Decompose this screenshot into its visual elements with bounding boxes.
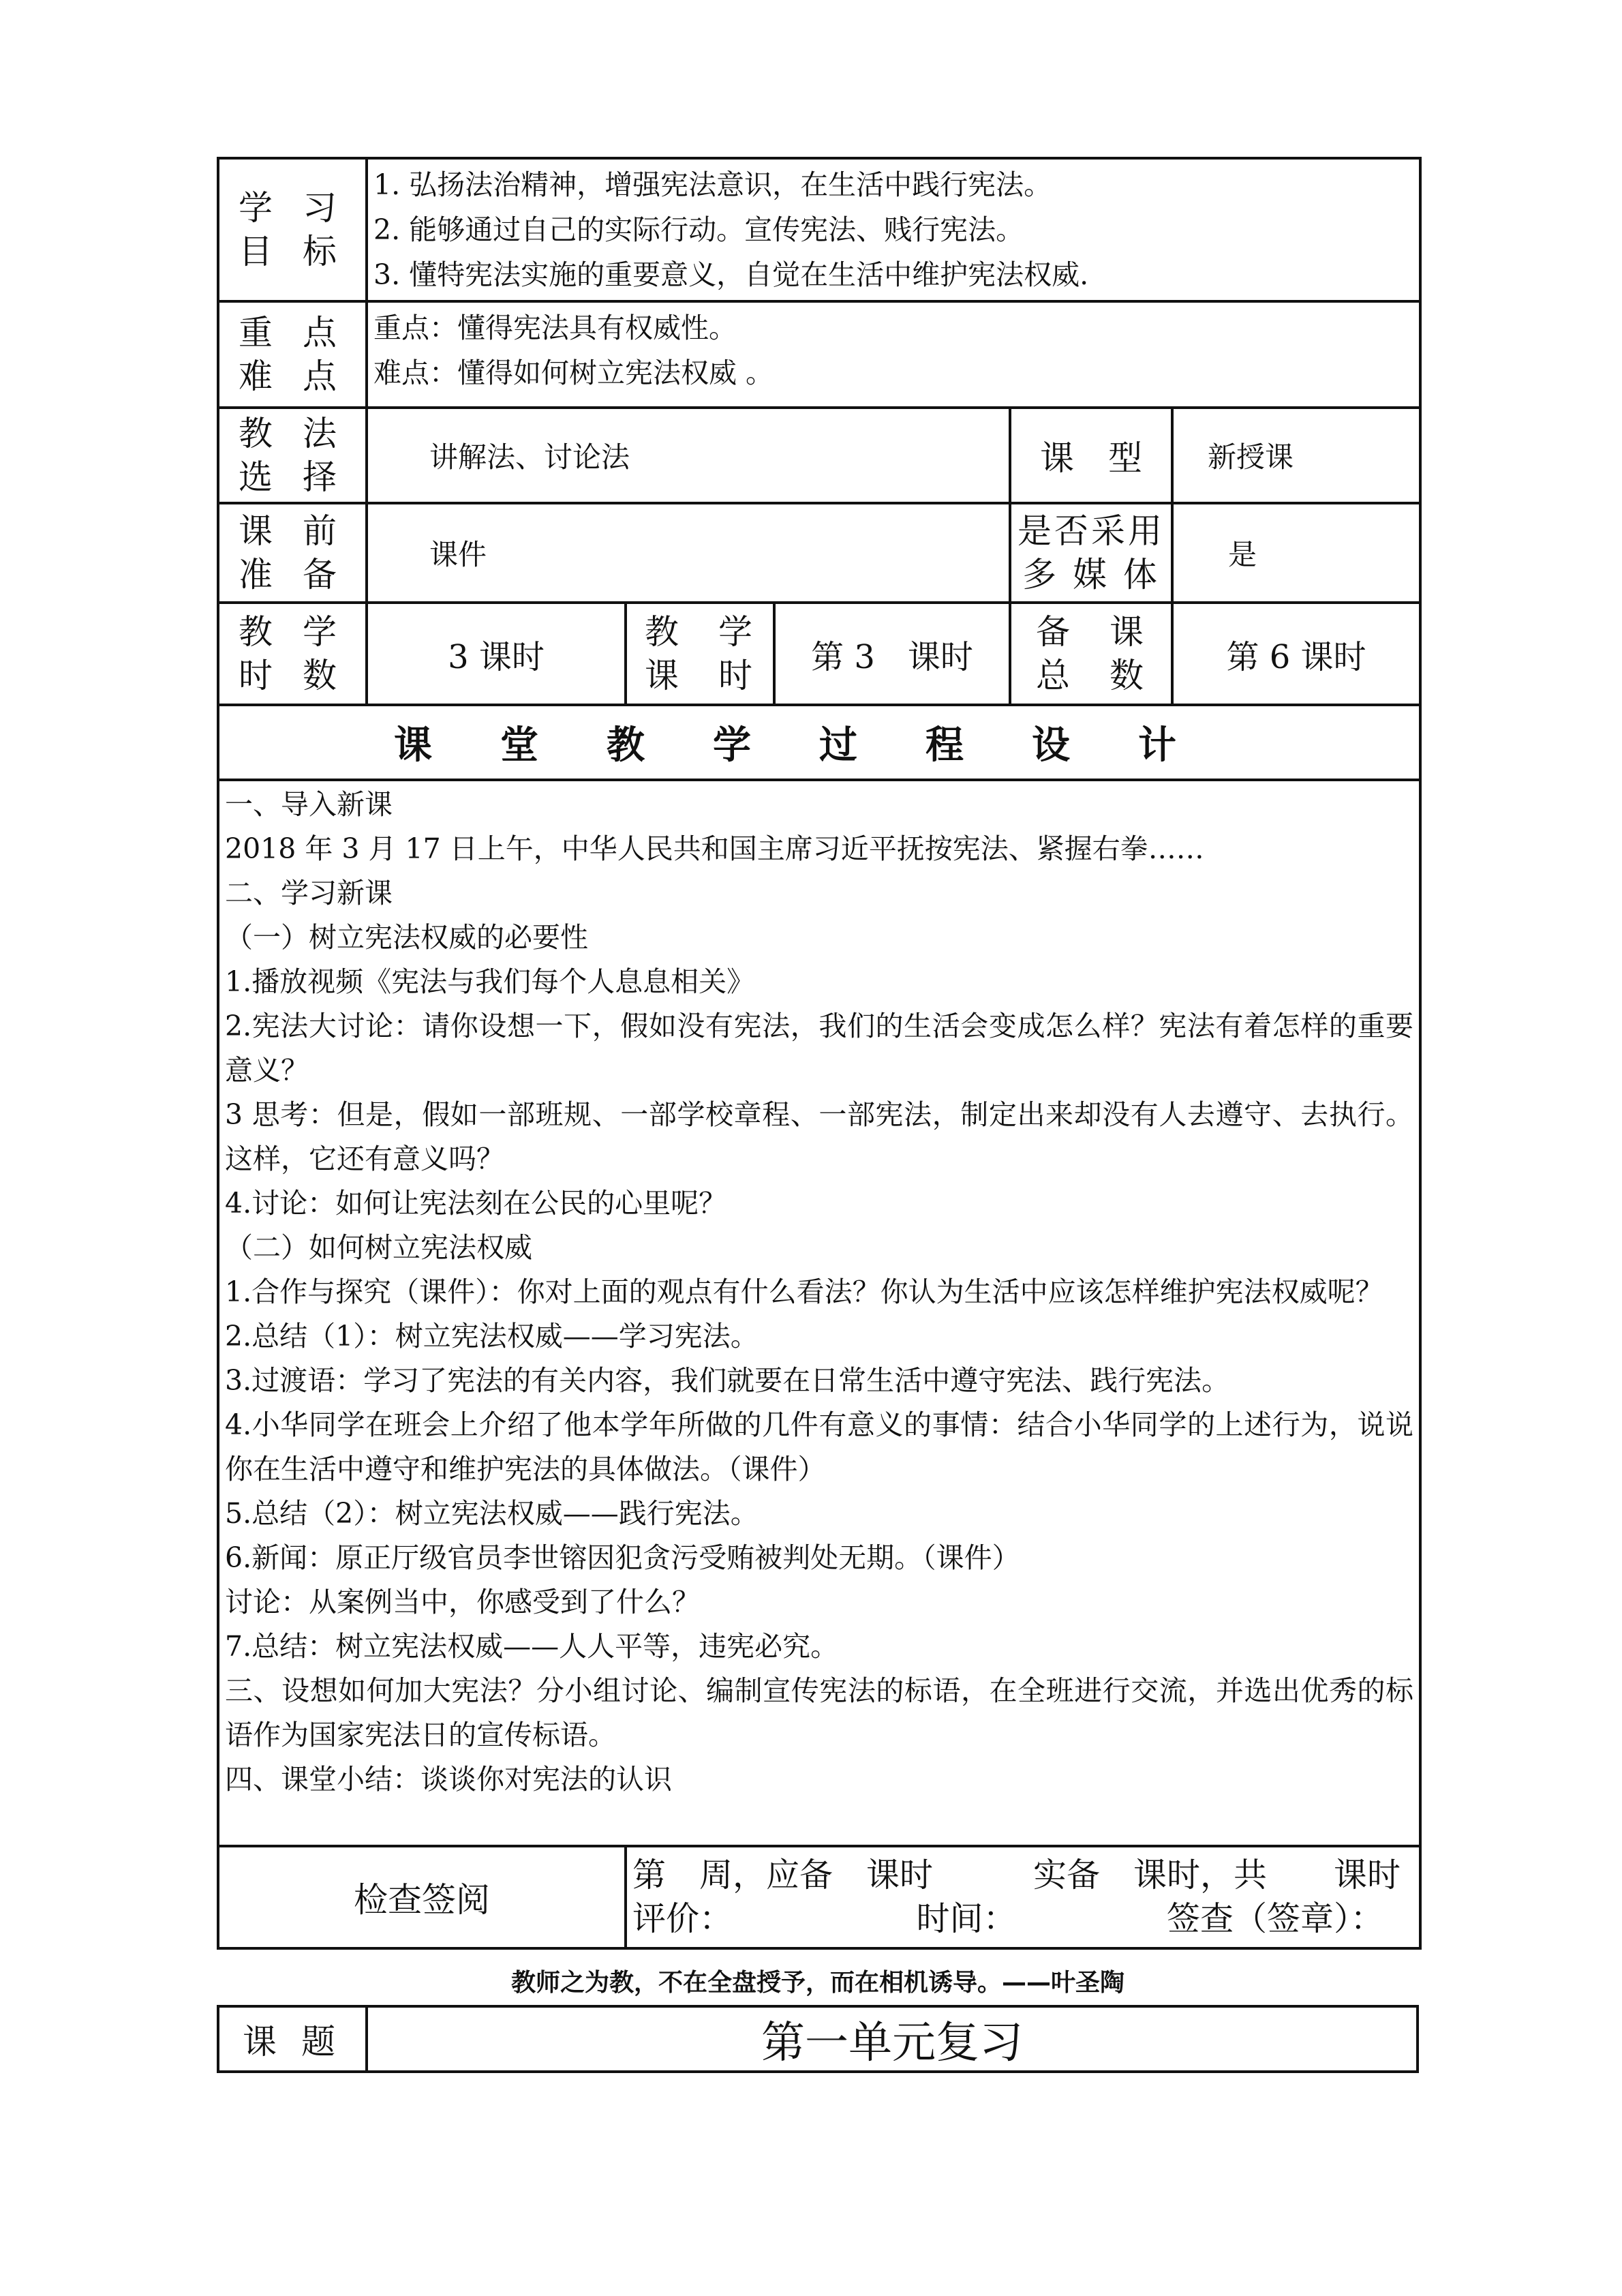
process-line: 3 思考：但是，假如一部班规、一部学校章程、一部宪法，制定出来却没有人去遵守、去执行。这样，它还有意义吗？	[225, 1098, 1414, 1175]
hours-value: 3 课时	[367, 603, 626, 705]
key-points-label: 重 点 难 点	[218, 301, 367, 408]
process-line: （二）如何树立宪法权威	[225, 1231, 532, 1264]
process-line: 2018 年 3 月 17 日上午，中华人民共和国主席习近平抚按宪法、紧握右拳……	[225, 832, 1204, 865]
process-line: 四、课堂小结：谈谈你对宪法的认识	[225, 1763, 672, 1796]
hours-row	[218, 603, 1420, 705]
key-points-content	[367, 301, 1420, 408]
next-topic-value: 第一单元复习	[367, 2006, 1418, 2072]
multimedia-label: 是否采用 多 媒 体	[1010, 503, 1172, 603]
prep-value: 课件	[367, 503, 1010, 603]
process-row	[218, 780, 1420, 1846]
method-label: 教 法 选 择	[218, 408, 367, 503]
check-line: 评价： 时间： 签查（签章）：	[632, 1899, 1384, 1938]
process-title-row	[218, 705, 1420, 780]
key-point-item: 重点：懂得宪法具有权威性。	[373, 312, 737, 344]
method-row	[218, 408, 1420, 503]
multimedia-value: 是	[1172, 503, 1420, 603]
objectives-row	[218, 158, 1420, 301]
lesson-plan-table	[217, 157, 1422, 1950]
next-topic-row	[218, 2006, 1418, 2072]
objective-item: 2. 能够通过自己的实际行动。宣传宪法、贱行宪法。	[373, 213, 1024, 246]
check-content	[626, 1846, 1420, 1948]
process-line: （一）树立宪法权威的必要性	[225, 921, 588, 954]
process-line: 4.讨论：如何让宪法刻在公民的心里呢？	[225, 1187, 727, 1220]
process-line: 6.新闻：原正厅级官员李世镕因犯贪污受贿被判处无期。（课件）	[225, 1541, 1020, 1574]
process-line: 1.播放视频《宪法与我们每个人息息相关》	[225, 965, 755, 998]
objective-item: 3. 懂特宪法实施的重要意义，自觉在生活中维护宪法权威.	[373, 258, 1089, 291]
objectives-content	[367, 158, 1420, 301]
prep-total-value: 第 6 课时	[1172, 603, 1420, 705]
check-line: 第 周，应备 课时 实备 课时，共 课时	[632, 1856, 1401, 1894]
process-line: 三、设想如何加大宪法？分小组讨论、编制宣传宪法的标语，在全班进行交流，并选出优秀的标语作为国家宪法日的宣传标语。	[225, 1674, 1414, 1751]
next-topic-table	[217, 2005, 1419, 2073]
next-topic-label: 课 题	[218, 2006, 367, 2072]
period-label: 教 学 课 时	[626, 603, 774, 705]
process-line: 1.合作与探究（课件）：你对上面的观点有什么看法？你认为生活中应该怎样维护宪法权威呢？	[225, 1275, 1383, 1308]
process-line: 2.宪法大讨论：请你设想一下，假如没有宪法，我们的生活会变成怎么样？宪法有着怎样的重要意义？	[225, 1010, 1414, 1087]
period-value: 第 3 课时	[774, 603, 1010, 705]
process-title: 课堂教学过程设计	[218, 705, 1420, 780]
check-row	[218, 1846, 1420, 1948]
process-line: 4.小华同学在班会上介绍了他本学年所做的几件有意义的事情：结合小华同学的上述行为，说说你在生活中遵守和维护宪法的具体做法。（课件）	[225, 1408, 1414, 1485]
key-points-row	[218, 301, 1420, 408]
prep-total-label: 备 课 总 数	[1010, 603, 1172, 705]
lesson-plan-sheet	[217, 157, 1419, 2073]
prep-label: 课 前 准 备	[218, 503, 367, 603]
process-line: 二、学习新课	[225, 877, 393, 909]
check-label: 检查签阅	[218, 1846, 626, 1948]
prep-row	[218, 503, 1420, 603]
key-point-item: 难点：懂得如何树立宪法权威 。	[373, 357, 774, 389]
objective-item: 1. 弘扬法治精神，增强宪法意识，在生活中践行宪法。	[373, 168, 1052, 201]
process-line: 2.总结（1）：树立宪法权威——学习宪法。	[225, 1320, 759, 1353]
process-line: 3.过渡语：学习了宪法的有关内容，我们就要在日常生活中遵守宪法、践行宪法。	[225, 1364, 1230, 1397]
process-line: 7.总结：树立宪法权威——人人平等，违宪必究。	[225, 1630, 839, 1663]
course-type-label: 课 型	[1010, 408, 1172, 503]
quote: 教师之为教，不在全盘授予，而在相机诱导。——叶圣陶	[510, 1969, 1124, 1997]
process-line: 一、导入新课	[225, 788, 393, 821]
process-line: 讨论：从案例当中，你感受到了什么？	[225, 1586, 700, 1618]
course-type-value: 新授课	[1172, 408, 1420, 503]
process-content	[218, 780, 1420, 1846]
method-value: 讲解法、讨论法	[367, 408, 1010, 503]
process-line: 5.总结（2）：树立宪法权威——践行宪法。	[225, 1497, 759, 1530]
objectives-label: 学 习 目 标	[218, 158, 367, 301]
hours-label: 教 学 时 数	[218, 603, 367, 705]
